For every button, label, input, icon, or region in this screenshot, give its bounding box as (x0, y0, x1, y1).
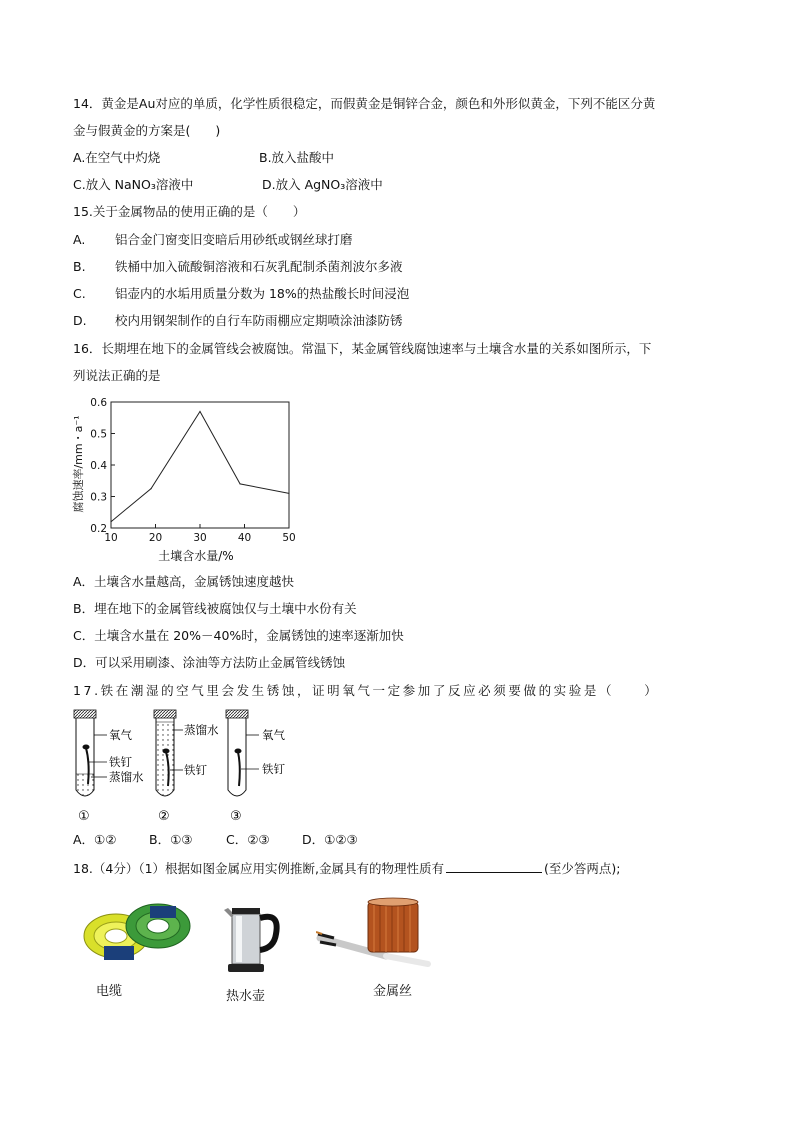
tube2-number: ② (158, 809, 170, 824)
q16-option-d: D．可以采用刷漆、涂油等方法防止金属管线锈蚀 (73, 655, 346, 670)
chart-data-point (199, 411, 200, 412)
q15-option-b-letter: B. (73, 259, 86, 274)
chart-data-point (239, 483, 240, 484)
tube3-label-oxygen: 氧气 (262, 728, 285, 742)
chart-y-tick-label: 0.4 (90, 460, 107, 472)
caption-kettle: 热水壶 (226, 989, 266, 1004)
tube3-number: ③ (230, 809, 242, 824)
answer-blank[interactable] (446, 860, 542, 873)
cable-coils-image (78, 896, 196, 968)
chart-x-tick-label: 50 (282, 532, 296, 544)
chart-x-tick-label: 30 (193, 532, 207, 544)
q17-stem: 17.铁在潮湿的空气里会发生锈蚀，证明氧气一定参加了反应必须要做的实验是（ ） (73, 683, 660, 698)
test-tube-diagram (66, 708, 306, 826)
q14-option-b: B.放入盐酸中 (259, 150, 335, 165)
kettle-image (222, 900, 284, 978)
q14-option-a: A.在空气中灼烧 (73, 150, 161, 165)
q18-stem-suffix: (至少答两点); (544, 861, 621, 876)
tube1-label-nail: 铁钉 (109, 755, 132, 769)
q16-stem-line2: 列说法正确的是 (73, 368, 161, 383)
q17-option-d: D．①②③ (302, 832, 358, 847)
q15-option-d-text: 校内用钢架制作的自行车防雨棚应定期喷涂油漆防锈 (115, 313, 403, 328)
q16-stem-line1: 16．长期埋在地下的金属管线会被腐蚀。常温下，某金属管线腐蚀速率与土壤含水量的关系如图所示，下 (73, 341, 652, 356)
chart-x-axis-label: 土壤含水量/% (158, 549, 234, 563)
metal-wire-image (316, 894, 436, 974)
q17-option-a: A．①② (73, 832, 117, 847)
tube1-number: ① (78, 809, 90, 824)
q16-option-a: A．土壤含水量越高，金属锈蚀速度越快 (73, 574, 295, 589)
tube2-label-water: 蒸馏水 (184, 723, 219, 737)
chart-x-tick-label: 40 (237, 532, 252, 544)
q15-option-c-letter: C. (73, 286, 86, 301)
chart-plot-frame (111, 402, 289, 528)
q14-option-c: C.放入 NaNO₃溶液中 (73, 177, 194, 192)
chart-y-tick-label: 0.5 (90, 428, 107, 441)
chart-x-tick-label: 20 (148, 532, 163, 544)
caption-cable: 电缆 (96, 984, 123, 999)
test-tube-3 (226, 710, 259, 796)
q18-stem-text: 18.（4分）（1）根据如图金属应用实例推断,金属具有的物理性质有 (73, 861, 445, 876)
tube2-label-nail: 铁钉 (184, 763, 207, 777)
tube3-label-nail: 铁钉 (262, 762, 285, 776)
chart-y-tick-label: 0.2 (90, 523, 107, 535)
chart-data-point (110, 521, 111, 522)
chart-data-point (288, 493, 289, 494)
q14-stem-line1: 14．黄金是Au对应的单质，化学性质很稳定，而假黄金是铜锌合金，颜色和外形似黄金，下列不能区分黄 (73, 96, 656, 111)
chart-y-axis-label: 腐蚀速率/mm・a⁻¹ (72, 415, 85, 513)
caption-metal-wire: 金属丝 (373, 984, 413, 999)
q16-option-c: C．土壤含水量在 20%－40%时，金属锈蚀的速率逐渐加快 (73, 628, 404, 643)
chart-y-tick-label: 0.6 (90, 397, 107, 409)
test-tube-2 (154, 710, 183, 796)
tube1-label-water: 蒸馏水 (109, 770, 144, 784)
corrosion-chart (70, 392, 300, 567)
chart-x-tick-label: 10 (104, 532, 118, 544)
q17-option-c: C．②③ (226, 832, 270, 847)
q15-option-b-text: 铁桶中加入硫酸铜溶液和石灰乳配制杀菌剂波尔多液 (115, 259, 403, 274)
tube1-label-oxygen: 氧气 (109, 728, 132, 742)
q15-option-c-text: 铝壶内的水垢用质量分数为 18%的热盐酸长时间浸泡 (115, 286, 410, 301)
q17-option-b: B．①③ (149, 832, 193, 847)
q16-option-b: B．埋在地下的金属管线被腐蚀仅与土壤中水份有关 (73, 601, 357, 616)
test-tube-1 (74, 710, 107, 796)
q15-stem: 15.关于金属物品的使用正确的是（ ） (73, 204, 306, 219)
chart-data-point (150, 488, 151, 489)
chart-y-tick-label: 0.3 (90, 491, 107, 504)
q15-option-a-text: 铝合金门窗变旧变暗后用砂纸或钢丝球打磨 (115, 232, 353, 247)
q15-option-a-letter: A. (73, 232, 86, 247)
chart-series-line (111, 411, 289, 521)
q14-stem-line2: 金与假黄金的方案是( ) (73, 123, 221, 138)
q15-option-d-letter: D. (73, 313, 87, 328)
q14-option-d: D.放入 AgNO₃溶液中 (262, 177, 383, 192)
q18-stem (73, 860, 620, 878)
